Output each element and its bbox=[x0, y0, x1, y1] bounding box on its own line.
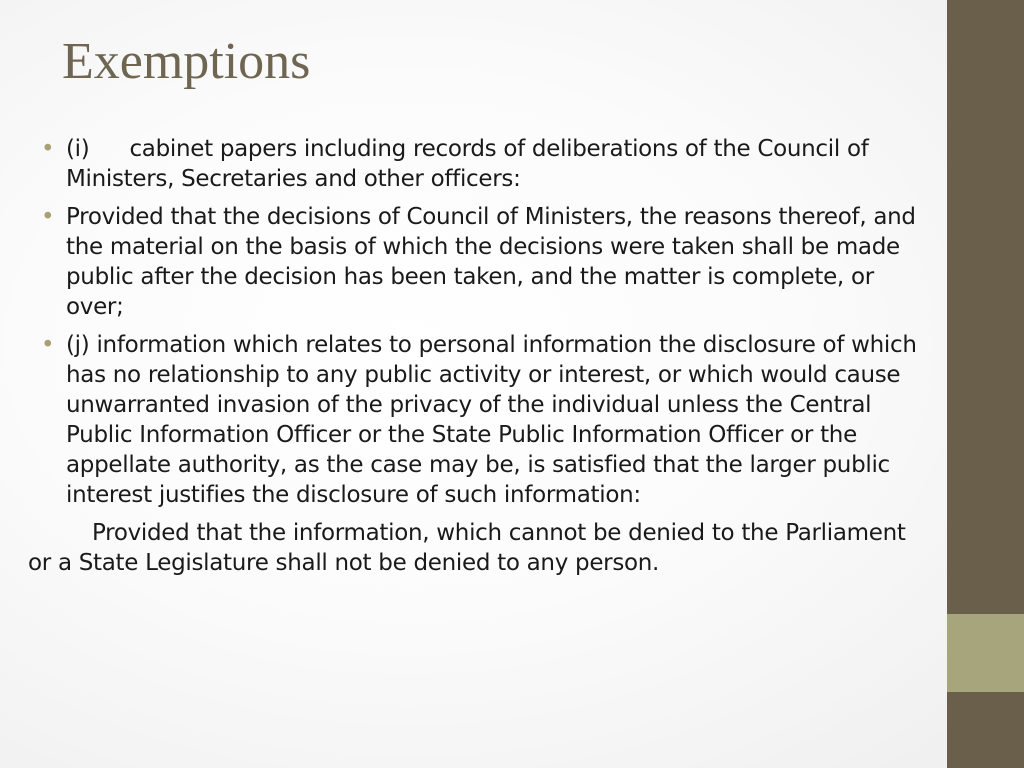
slide-body bbox=[0, 134, 935, 578]
side-decoration-accent bbox=[947, 614, 1024, 692]
bullet-item bbox=[0, 202, 935, 322]
bullet-item bbox=[0, 330, 935, 510]
clause-marker: (i) bbox=[66, 136, 90, 162]
slide-title: Exemptions bbox=[62, 33, 311, 90]
proviso-text: Provided that the information, which cannot be denied to the Parliament or a State Legislature shall not be denied to any person. bbox=[28, 520, 906, 576]
bullet-dot-icon: • bbox=[41, 204, 55, 230]
bullet-dot-icon: • bbox=[41, 332, 55, 358]
bullet-text: (j) information which relates to personal information the disclosure of which has no relationship to any public activity or interest, or which would cause unwarranted invasion of the privacy of the individual unless the Central Public Information Officer or the State Public Information Officer or the appellate authority, as the case may be, is satisfied that the larger public interest justifies the disclosure of such information: bbox=[66, 332, 917, 508]
bullet-text: Provided that the decisions of Council of Ministers, the reasons thereof, and the material on the basis of which the decisions were taken shall be made public after the decision has been taken, and the matter is complete, or over; bbox=[66, 204, 916, 320]
bullet-item bbox=[0, 134, 935, 194]
bullet-dot-icon: • bbox=[41, 136, 55, 162]
proviso-paragraph bbox=[28, 518, 935, 578]
bullet-text bbox=[66, 134, 935, 194]
clause-text: cabinet papers including records of deliberations of the Council of Ministers, Secretaries and other officers: bbox=[66, 136, 869, 192]
